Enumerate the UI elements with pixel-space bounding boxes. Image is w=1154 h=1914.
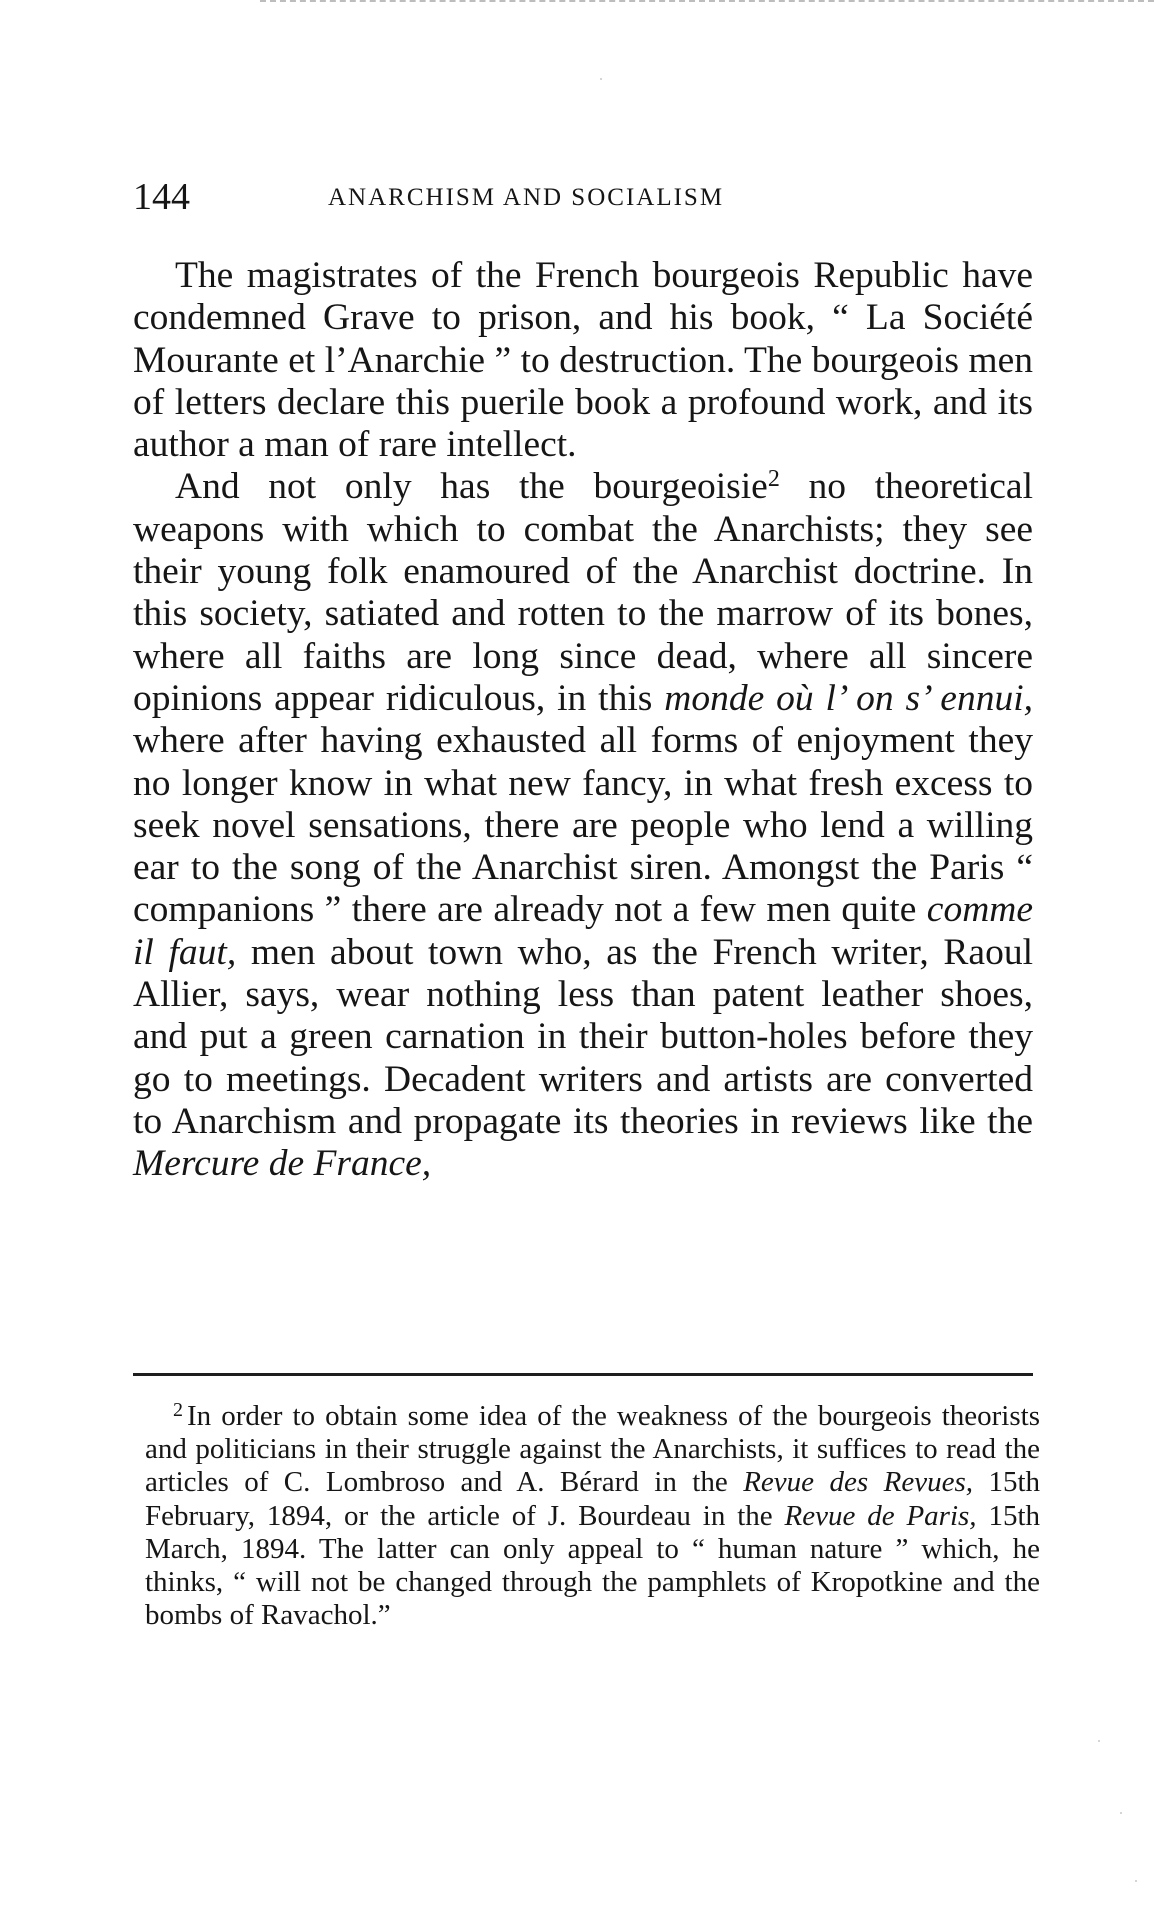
- italic-phrase-mercure: Mercure de France,: [133, 1143, 432, 1185]
- paragraph-1: [133, 255, 1033, 466]
- paragraph-2: [133, 466, 1033, 1185]
- paragraph-1-text: The magistrates of the French bourgeois Republic have condemned Grave to prison, and his book, “ La Société Mourante et l’Anarchie ” to destruction. The bourgeois men of letters declare this puerile book a profound work, and its author a man of rare intellect.: [133, 255, 1033, 466]
- footnote-part-2: 15th February, 1894, or the article of J. Bourdeau in the: [145, 1466, 1041, 1532]
- italic-phrase-monde: monde où l’ on s’ ennui,: [664, 677, 1033, 719]
- paragraph-2-part-3: where after having exhausted all forms of enjoyment they no longer know in what new fancy, in what fresh excess to seek novel sensations, there are people who lend a willing ear to the song of the Anarchist siren. Amongst the Paris “ companions ” there are already not a few men quite: [133, 720, 1033, 931]
- footnote-reference: 2: [767, 466, 780, 493]
- page-top-edge: [260, 0, 1154, 5]
- main-text: [133, 255, 1033, 1186]
- page-number: 144: [133, 176, 190, 218]
- paragraph-2-part-1: And not only has the bourgeoisie: [175, 466, 768, 508]
- paragraph-2-part-2: no theoretical weapons with which to combat the Anarchists; they see their young folk enamoured of the Anarchist doctrine. In this society, satiated and rotten to the marrow of its bones, where all faiths are long since dead, where all sincere opinions appear ridiculous, in this: [133, 466, 1033, 719]
- paper-speck: [1135, 1880, 1137, 1882]
- footnote-divider: [133, 1373, 1033, 1376]
- paper-speck: [1120, 1812, 1122, 1814]
- paper-speck: [1098, 1740, 1100, 1742]
- footnote-italic-revue-des-revues: Revue des Revues,: [743, 1466, 973, 1499]
- paragraph-2-part-4: men about town who, as the French writer, Raoul Allier, says, wear nothing less than patent leather shoes, and put a green carnation in their button-holes before they go to meetings. Decadent writers and artists are converted to Anarchism and propagate its theories in reviews like the: [133, 931, 1033, 1142]
- footnote: [145, 1400, 1040, 1632]
- footnote-part-1: In order to obtain some idea of the weakness of the bourgeois theorists and politicians in their struggle against the Anarchists, it suffices to read the articles of C. Lombroso and A. Bérard in the: [145, 1400, 1040, 1499]
- footnote-part-3: 15th March, 1894. The latter can only appeal to “ human nature ” which, he thinks, “ will not be changed through the pamphlets of Kropotkine and the bombs of Ravachol.”: [145, 1499, 1040, 1632]
- running-head: [133, 172, 1033, 222]
- running-title: ANARCHISM AND SOCIALISM: [328, 184, 725, 211]
- italic-phrase-comme-il-faut: comme il faut,: [133, 889, 1033, 973]
- footnote-italic-revue-de-paris: Revue de Paris,: [784, 1499, 977, 1532]
- paper-speck: [600, 78, 602, 80]
- footnote-mark: 2: [173, 1399, 183, 1421]
